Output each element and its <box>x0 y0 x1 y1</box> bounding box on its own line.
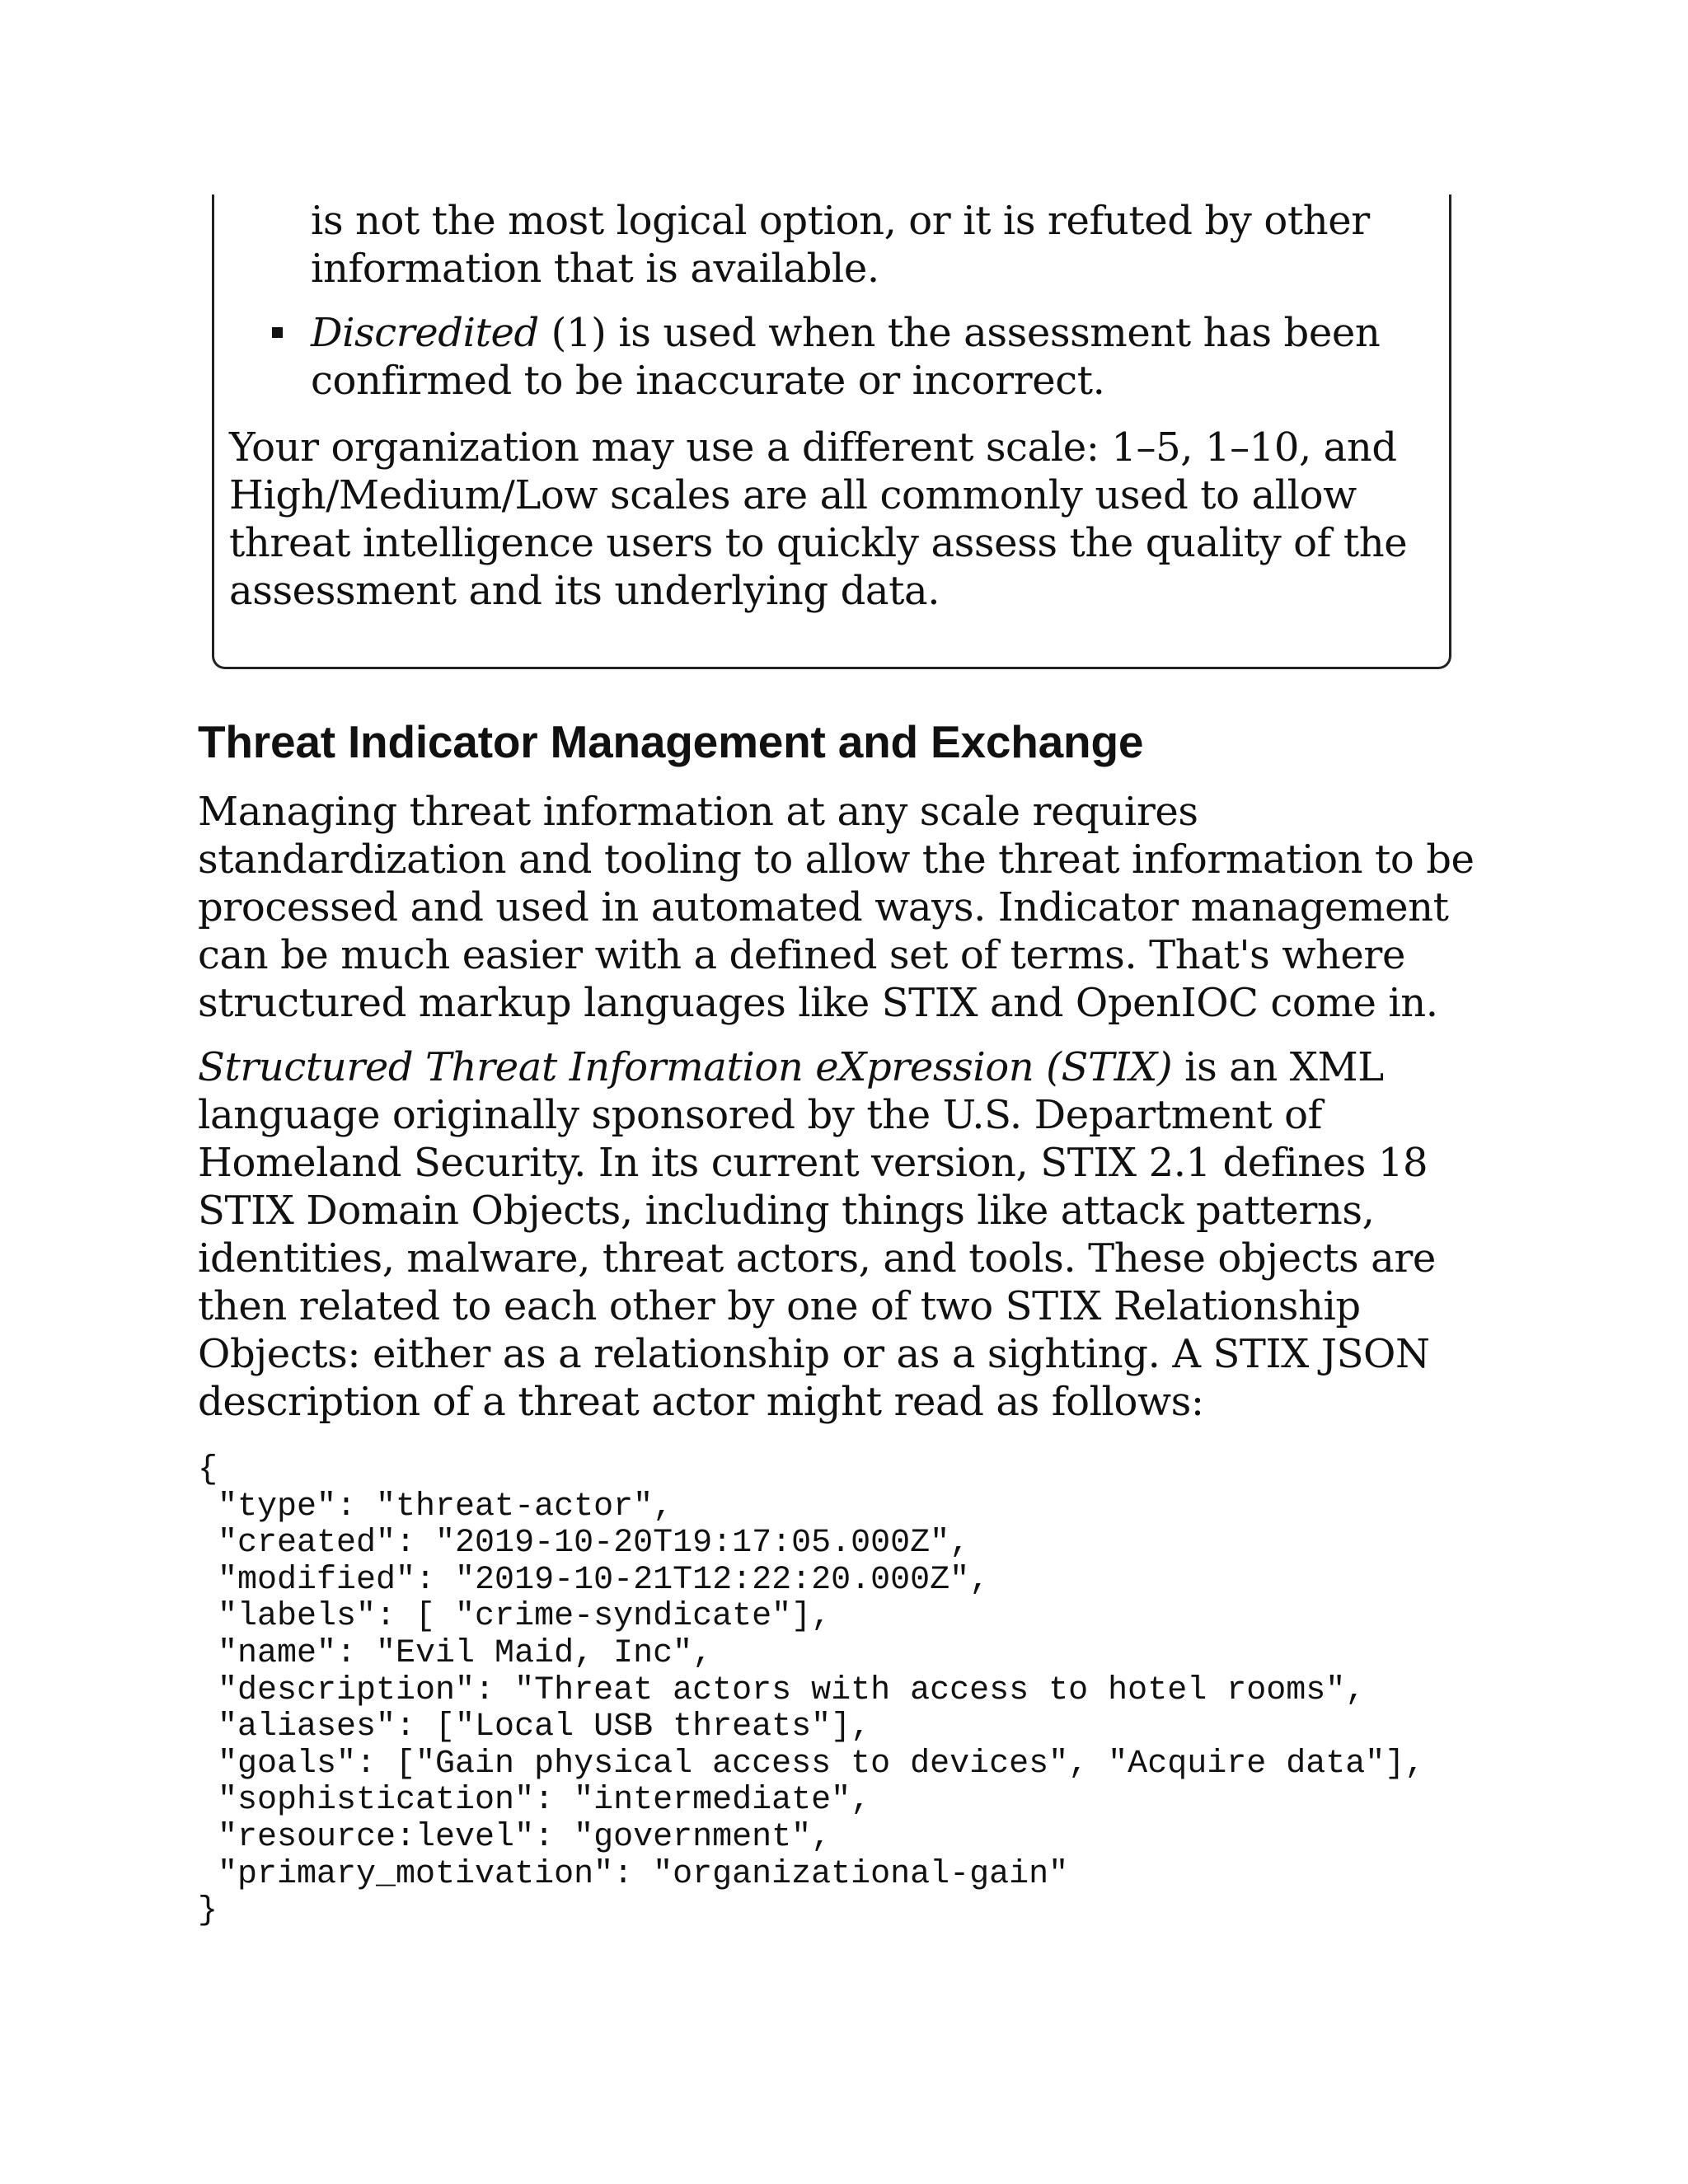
section-heading: Threat Indicator Management and Exchange <box>198 716 1144 767</box>
code-block <box>198 1452 1424 1930</box>
bullet-continuation-text: is not the most logical option, or it is refuted by other information that is available. <box>311 198 1370 292</box>
code-line: "primary_motivation": "organizational-gain" <box>198 1855 1069 1893</box>
code-line: "aliases": ["Local USB threats"], <box>198 1708 871 1746</box>
bullet-square-icon <box>272 327 283 338</box>
code-line: { <box>198 1451 218 1488</box>
body-paragraph-2-text: is an XML language originally sponsored by the U.S. Department of Homeland Security. In its current version, STIX 2.1 defines 18 STIX Domain Objects, including things like attack patterns, identities, malware, threat actors, and tools. These objects are then related to each other by one of two STIX Relationship Objects: either as a relationship or as a sighting. A STIX JSON description of a threat actor might read as follows: <box>198 1044 1436 1425</box>
sidebar-closing-paragraph: Your organization may use a different scale: 1–5, 1–10, and High/Medium/Low scales are all commonly used to allow threat intelligence users to quickly assess the quality of the assessment and its underlying data. <box>229 424 1408 614</box>
bullet-term: Discredited <box>311 310 539 356</box>
code-line: "labels": [ "crime-syndicate"], <box>198 1598 832 1636</box>
code-line: "description": "Threat actors with access to hotel rooms", <box>198 1671 1366 1709</box>
code-line: "created": "2019-10-20T19:17:05.000Z", <box>198 1525 970 1563</box>
bullet-item-discredited <box>311 309 1382 405</box>
code-line: "name": "Evil Maid, Inc", <box>198 1634 713 1672</box>
code-line: "sophistication": "intermediate", <box>198 1782 871 1820</box>
code-line: } <box>198 1892 218 1930</box>
code-line: "goals": ["Gain physical access to devices", "Acquire data"], <box>198 1745 1425 1783</box>
bullet-text: (1) is used when the assessment has been confirmed to be inaccurate or incorrect. <box>311 310 1381 404</box>
code-line: "type": "threat-actor", <box>198 1488 673 1526</box>
body-paragraph-2 <box>198 1043 1484 1426</box>
code-line: "modified": "2019-10-21T12:22:20.000Z", <box>198 1561 990 1599</box>
stix-term: Structured Threat Information eXpression (STIX) <box>198 1044 1173 1090</box>
code-line: "resource:level": "government", <box>198 1818 832 1856</box>
body-paragraph-1: Managing threat information at any scale requires standardization and tooling to allow the threat information to be processed and used in automated ways. Indicator management can be much easier with a defined set of terms. That's where structured markup languages like STIX and OpenIOC come in. <box>198 789 1475 1026</box>
